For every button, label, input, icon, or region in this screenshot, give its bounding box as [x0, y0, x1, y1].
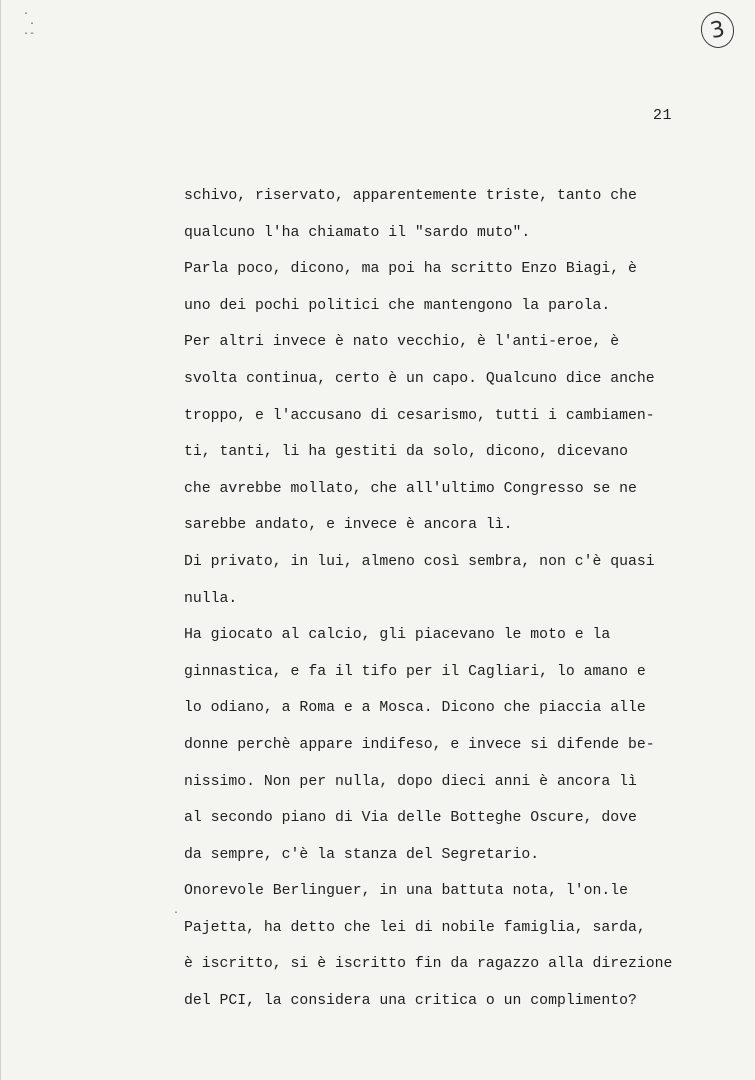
circled-page-number [698, 9, 738, 51]
text-line: donne perchè appare indifeso, e invece si difende be- [184, 736, 655, 753]
margin-mark: · [173, 908, 180, 919]
text-line: Pajetta, ha detto che lei di nobile famiglia, sarda, [184, 919, 646, 936]
text-line: nulla. [184, 590, 238, 607]
text-line: schivo, riservato, apparentemente triste, tanto che [184, 188, 637, 204]
text-line: è iscritto, si è iscritto fin da ragazzo alla direzione [184, 956, 673, 973]
text-line: ti, tanti, li ha gestiti da solo, dicono, dicevano [184, 444, 628, 461]
text-line: nissimo. Non per nulla, dopo dieci anni è ancora lì [184, 773, 637, 790]
text-line: Di privato, in lui, almeno così sembra, non c'è quasi [184, 553, 655, 570]
text-line: del PCI, la considera una critica o un complimento? [184, 993, 637, 1010]
text-line: da sempre, c'è la stanza del Segretario. [184, 846, 540, 863]
text-line: Parla poco, dicono, ma poi ha scritto Enzo Biagi, è [184, 261, 637, 278]
text-line: Onorevole Berlinguer, in una battuta nota, l'on.le [184, 883, 628, 900]
text-line: qualcuno l'ha chiamato il "sardo muto". [184, 224, 531, 241]
typed-page-number: 21 [653, 107, 673, 124]
ink-speck-marks: · · ·- [23, 9, 36, 40]
text-line: ginnastica, e fa il tifo per il Cagliari, lo amano e [184, 663, 646, 680]
text-line: troppo, e l'accusano di cesarismo, tutti i cambiamen- [184, 407, 655, 424]
text-line: uno dei pochi politici che mantengono la parola. [184, 297, 611, 314]
text-line: al secondo piano di Via delle Botteghe Oscure, dove [184, 810, 637, 827]
text-line: che avrebbe mollato, che all'ultimo Congresso se ne [184, 480, 637, 497]
text-line: lo odiano, a Roma e a Mosca. Dicono che piaccia alle [184, 700, 646, 717]
text-line: Per altri invece è nato vecchio, è l'anti-eroe, è [184, 334, 620, 351]
text-line: sarebbe andato, e invece è ancora lì. [184, 517, 513, 534]
text-line: svolta continua, certo è un capo. Qualcuno dice anche [184, 370, 655, 387]
circled-page-number-text: 3 [708, 16, 727, 44]
typed-body-text [184, 178, 714, 1020]
text-line: Ha giocato al calcio, gli piacevano le moto e la [184, 627, 611, 644]
